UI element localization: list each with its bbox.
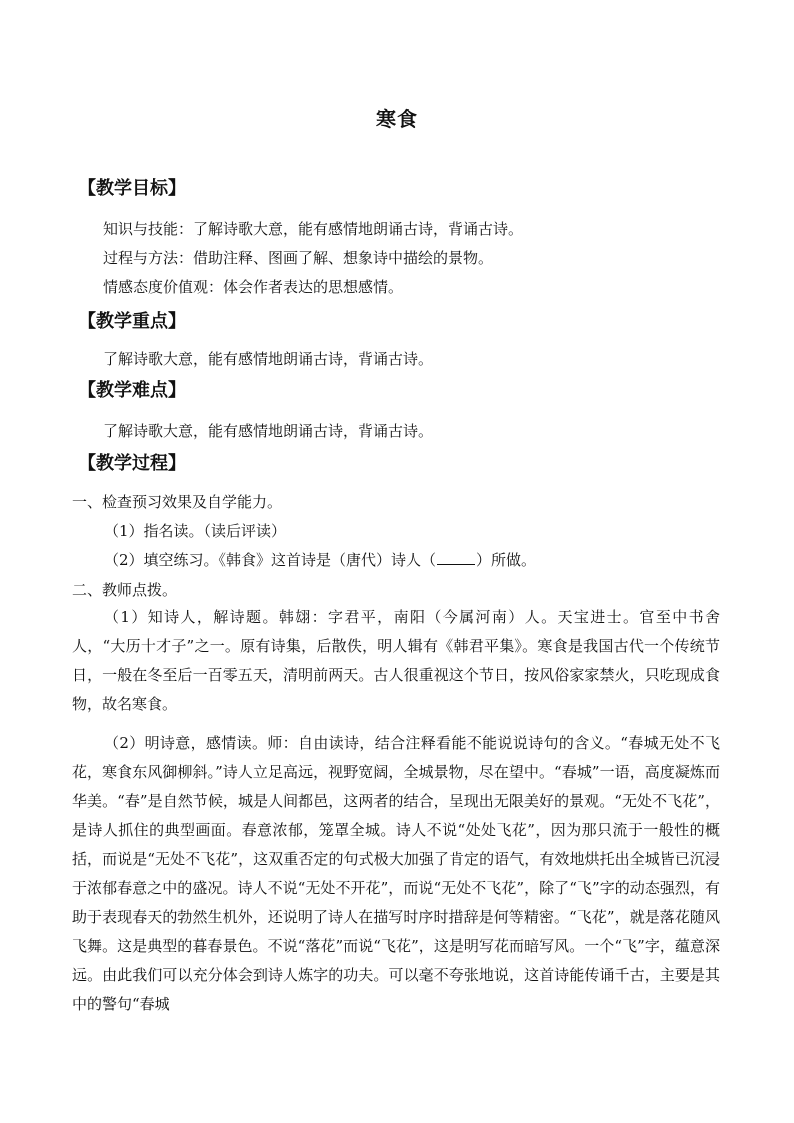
heading-key-points: 【教学重点】 — [78, 311, 186, 332]
process-step1-title: 一、检查预习效果及自学能力。 — [72, 493, 283, 511]
key-points-text: 了解诗歌大意，能有感情地朗诵古诗，背诵古诗。 — [103, 350, 434, 368]
objective-knowledge: 知识与技能：了解诗歌大意，能有感情地朗诵古诗，背诵古诗。 — [103, 220, 524, 238]
process-paragraph-1: （1）知诗人，解诗题。韩翃：字君平，南阳（今属河南）人。天宝进士。官至中书舍人，“大历十才子”之一。原有诗集，后散佚，明人辑有《韩君平集》。寒食是我国古代一个传统节日，一般在冬至后一百零五天，清明前两天。古人很重视这个节日，按风俗家家禁火，只吃现成食物，故名寒食。 — [72, 608, 720, 713]
heading-objectives: 【教学目标】 — [78, 178, 186, 199]
page-title: 寒食 — [376, 107, 418, 131]
fill-blank[interactable] — [437, 550, 475, 565]
process-step1-item2 — [104, 550, 536, 570]
process-step1-item1: （1）指名读。（读后评读） — [104, 522, 287, 540]
objective-emotion: 情感态度价值观：体会作者表达的思想感情。 — [103, 278, 404, 296]
process-paragraph-2: （2）明诗意，感情读。师：自由读诗，结合注释看能不能说说诗句的含义。“春城无处不飞花，寒食东风御柳斜。”诗人立足高远，视野宽阔，全城景物，尽在望中。“春城”一语，高度凝炼而华美。“春”是自然节候，城是人间都邑，这两者的结合，呈现出无限美好的景观。“无处不飞花”，是诗人抓住的典型画面。春意浓郁，笼罩全城。诗人不说“处处飞花”，因为那只流于一般性的概括，而说是“无处不飞花”，这双重否定的句式极大加强了肯定的语气，有效地烘托出全城皆已沉浸于浓郁春意之中的盛况。诗人不说“无处不开花”，而说“无处不飞花”，除了“飞”字的动态强烈，有助于表现春天的勃然生机外，还说明了诗人在描写时序时措辞是何等精密。“飞花”，就是落花随风飞舞。这是典型的暮春景色。不说“落花”而说“飞花”，这是明写花而暗写风。一个“飞”字，蕴意深远。由此我们可以充分体会到诗人炼字的功夫。可以毫不夸张地说，这首诗能传诵千古，主要是其中的警句“春城 — [72, 734, 720, 1013]
difficulties-text: 了解诗歌大意，能有感情地朗诵古诗，背诵古诗。 — [103, 422, 434, 440]
heading-process: 【教学过程】 — [78, 453, 186, 474]
fill-blank-prefix: （2）填空练习。《韩食》这首诗是（唐代）诗人（ — [104, 551, 437, 569]
fill-blank-suffix: ）所做。 — [476, 551, 537, 569]
objective-process: 过程与方法：借助注释、图画了解、想象诗中描绘的景物。 — [103, 249, 494, 267]
process-step2-title: 二、教师点拨。 — [72, 581, 178, 599]
heading-difficulties: 【教学难点】 — [78, 380, 186, 401]
